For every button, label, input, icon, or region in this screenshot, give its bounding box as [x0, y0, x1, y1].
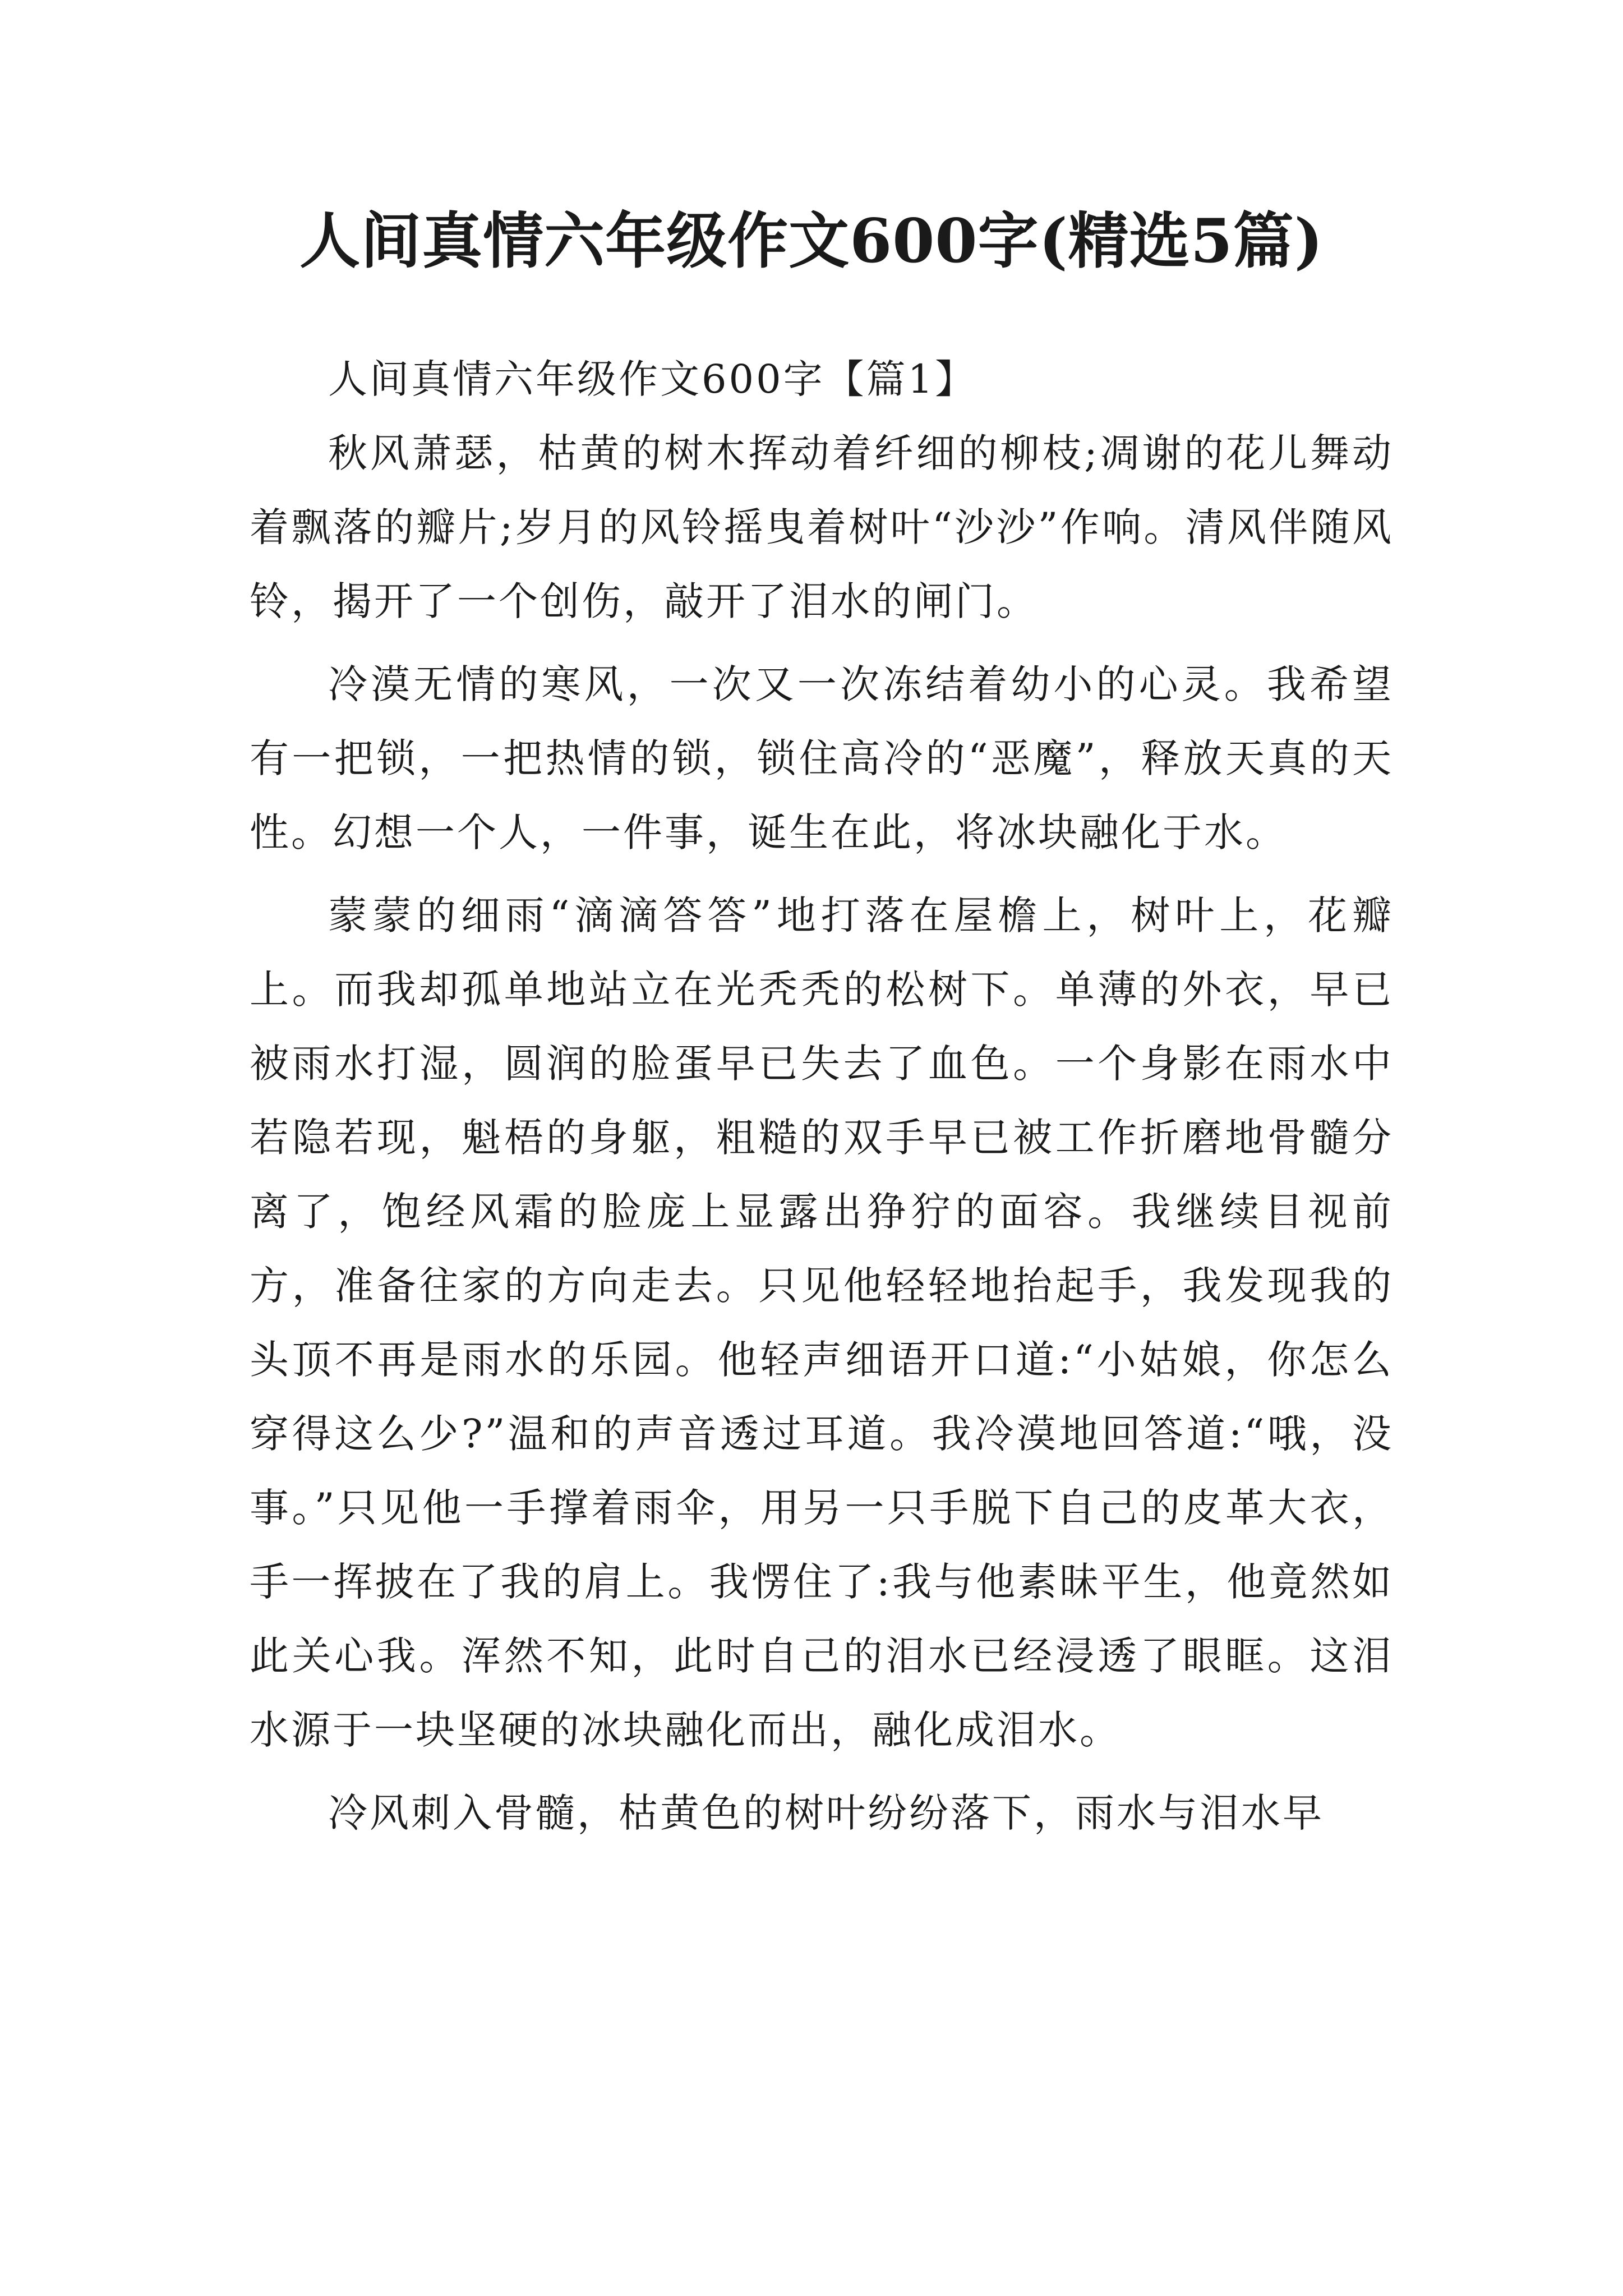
paragraph-1: 秋风萧瑟，枯黄的树木挥动着纤细的柳枝;凋谢的花儿舞动着飘落的瓣片;岁月的风铃摇曳着树叶“沙沙”作响。清风伴随风铃，揭开了一个创伤，敲开了泪水的闸门。 [250, 430, 1394, 624]
document-body [250, 342, 1394, 1850]
paragraph-2: 冷漠无情的寒风，一次又一次冻结着幼小的心灵。我希望有一把锁，一把热情的锁，锁住高冷的“恶魔”，释放天真的天性。幻想一个人，一件事，诞生在此，将冰块融化于水。 [250, 661, 1394, 855]
paragraph-4: 冷风刺入骨髓，枯黄色的树叶纷纷落下，雨水与泪水早 [328, 1790, 1324, 1836]
paragraph-3: 蒙蒙的细雨“滴滴答答”地打落在屋檐上，树叶上，花瓣上。而我却孤单地站立在光秃秃的松树下。单薄的外衣，早已被雨水打湿，圆润的脸蛋早已失去了血色。一个身影在雨水中若隐若现，魁梧的身躯，粗糙的双手早已被工作折磨地骨髓分离了，饱经风霜的脸庞上显露出狰狞的面容。我继续目视前方，准备往家的方向走去。只见他轻轻地抬起手，我发现我的头顶不再是雨水的乐园。他轻声细语开口道:“小姑娘，你怎么穿得这么少?”温和的声音透过耳道。我冷漠地回答道:“哦，没事。”只见他一手撑着雨伞，用另一只手脱下自己的皮革大衣，手一挥披在了我的肩上。我愣住了:我与他素昧平生，他竟然如此关心我。浑然不知，此时自己的泪水已经浸透了眼眶。这泪水源于一块坚硬的冰块融化而出，融化成泪水。 [250, 892, 1394, 1753]
section-heading: 人间真情六年级作文600字【篇1】 [328, 356, 977, 402]
document-title: 人间真情六年级作文600字(精选5篇) [299, 206, 1324, 277]
